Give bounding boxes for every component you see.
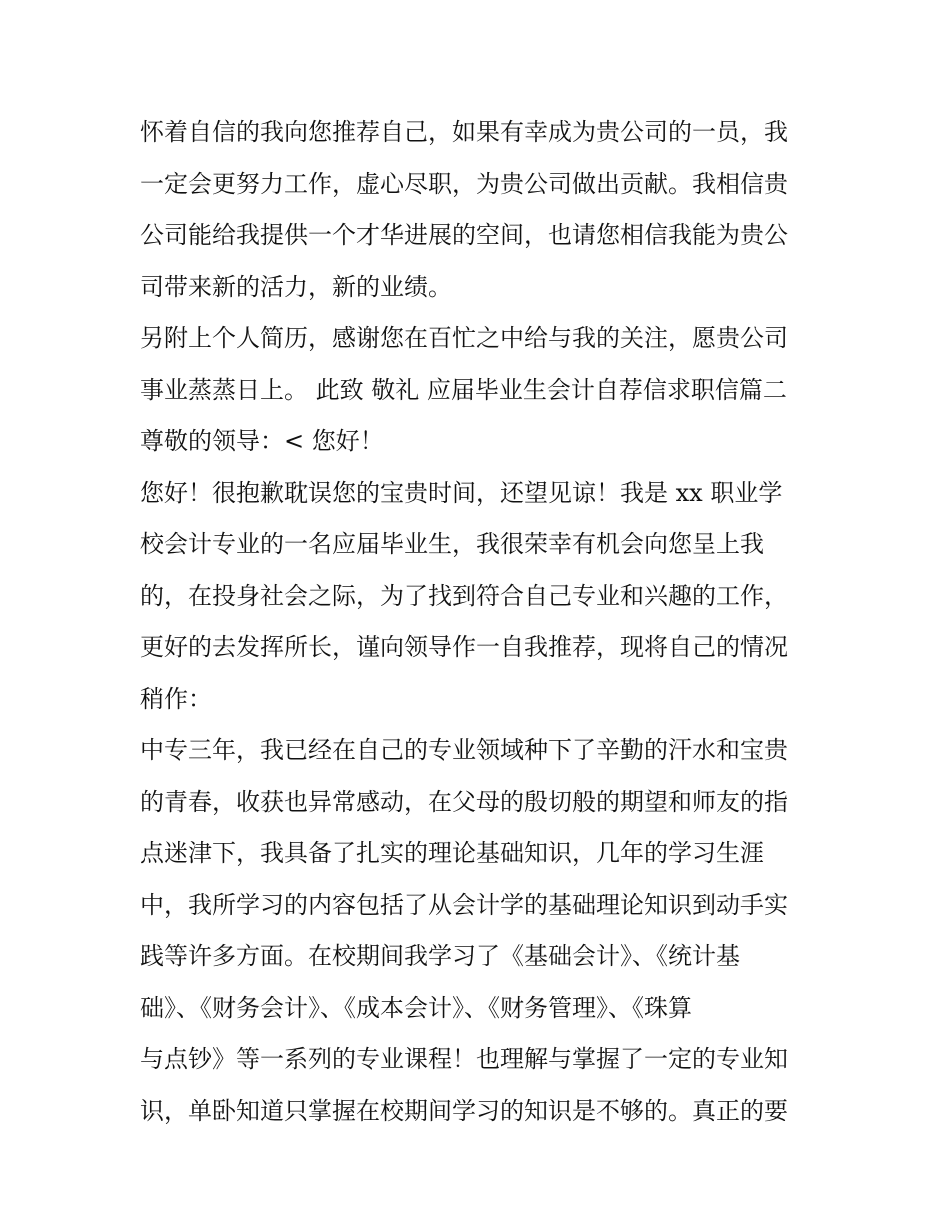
text-line: 一定会更努力工作，虚心尽职，为贵公司做出贡献。我相信贵 [140, 169, 788, 198]
text-line: 更好的去发挥所长，谨向领导作一自我推荐，现将自己的情况 [140, 633, 788, 661]
text-line: 中，我所学习的内容包括了从会计学的基础理论知识到动手实 [140, 890, 788, 919]
text-line: 识，单卧知道只掌握在校期间学习的知识是不够的。真正的要 [140, 1096, 788, 1125]
text-line: 事业蒸蒸日上。 此致 敬礼 应届毕业生会计自荐信求职信篇二 [140, 375, 787, 404]
text-line: 点迷津下，我具备了扎实的理论基础知识，几年的学习生涯 [140, 839, 764, 867]
text-line: 另附上个人简历，感谢您在百忙之中给与我的关注，愿贵公司 [140, 324, 788, 352]
text-line: 与点钞》等一系列的专业课程！也理解与掌握了一定的专业知 [140, 1045, 788, 1073]
text-line: 校会计专业的一名应届毕业生，我很荣幸有机会向您呈上我 [140, 530, 764, 558]
body-text [140, 107, 830, 1137]
text-line: 的，在投身社会之际，为了找到符合自己专业和兴趣的工作， [140, 581, 788, 610]
text-line: 稍作： [140, 684, 212, 713]
text-line: 您好！很抱歉耽误您的宝贵时间，还望见谅！我是 xx 职业学 [140, 478, 783, 507]
text-line: 尊敬的领导：< 您好！ [140, 427, 384, 455]
text-line: 中专三年，我已经在自己的专业领域种下了辛勤的汗水和宝贵 [140, 736, 788, 764]
text-line: 司带来新的活力，新的业绩。 [140, 272, 452, 301]
text-line: 础》、《财务会计》、《成本会计》、《财务管理》、《珠算 [140, 993, 692, 1022]
text-line: 的青春，收获也异常感动，在父母的殷切般的期望和师友的指 [140, 787, 788, 816]
text-line: 怀着自信的我向您推荐自己，如果有幸成为贵公司的一员，我 [140, 118, 788, 146]
text-line: 践等许多方面。在校期间我学习了《基础会计》、《统计基 [140, 942, 740, 970]
text-line: 公司能给我提供一个才华进展的空间，也请您相信我能为贵公 [140, 221, 788, 249]
